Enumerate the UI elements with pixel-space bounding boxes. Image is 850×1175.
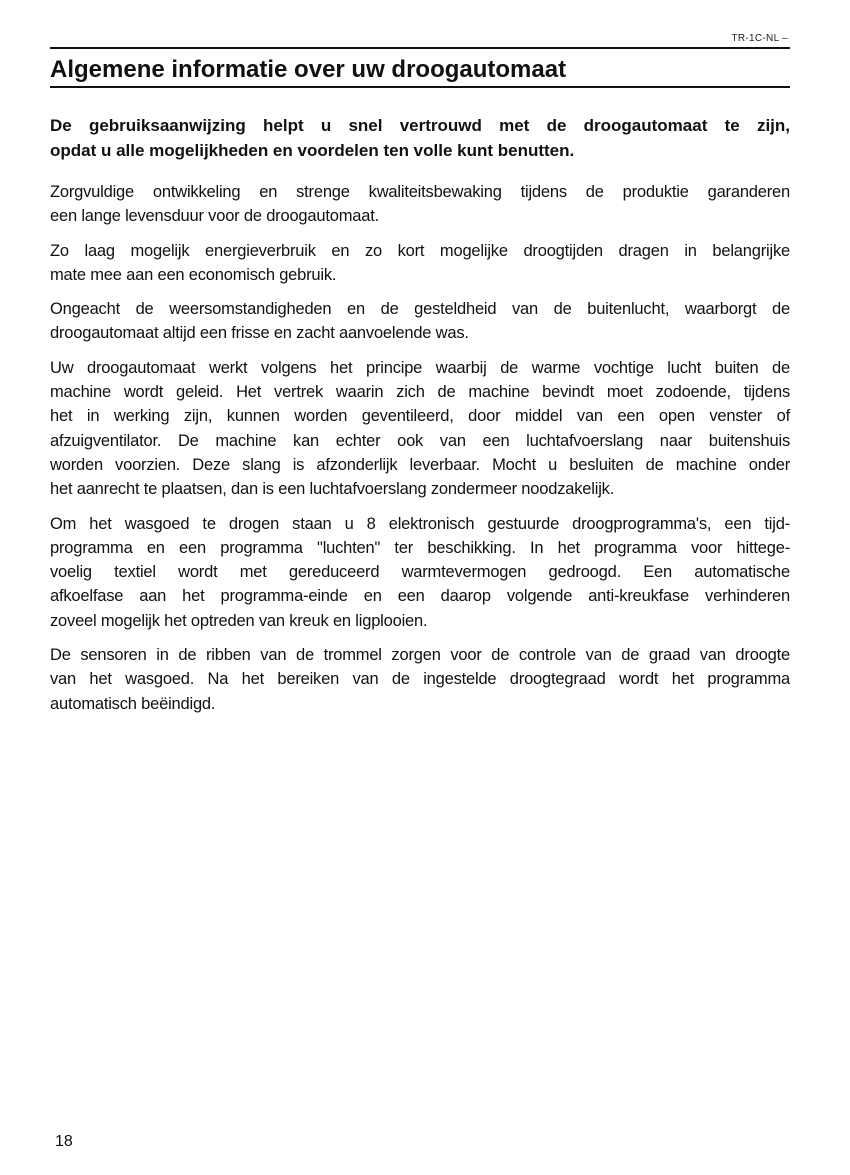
title-rule — [50, 86, 790, 88]
paragraph-line: Zorgvuldige ontwikkeling en strenge kwaliteitsbewaking tijdens de produktie garanderen — [50, 183, 790, 201]
paragraph-line: worden voorzien. Deze slang is afzonderlijk leverbaar. Mocht u besluiten de machine onder — [50, 455, 790, 474]
paragraph — [50, 512, 790, 633]
paragraph-line: afzuigventilator. De machine kan echter ook van een luchtafvoerslang naar buitenshuis — [50, 431, 790, 450]
paragraph — [50, 180, 790, 229]
intro-line: De gebruiksaanwijzing helpt u snel vertrouwd met de droogautomaat te zijn, — [50, 116, 790, 135]
top-rule — [50, 47, 790, 49]
intro-text — [50, 113, 790, 163]
paragraph-line: voelig textiel wordt met gereduceerd warmtevermogen gedroogd. Een automatische — [50, 563, 790, 582]
paragraph-line: automatisch beëindigd. — [50, 694, 216, 713]
paragraph-line: het aanrecht te plaatsen, dan is een luchtafvoerslang zondermeer noodzakelijk. — [50, 480, 615, 499]
paragraph — [50, 643, 790, 716]
intro-line: opdat u alle mogelijkheden en voordelen ten volle kunt benutten. — [50, 141, 575, 160]
paragraph-line: De sensoren in de ribben van de trommel zorgen voor de controle van de graad van droogte — [50, 646, 790, 665]
paragraph-line: droogautomaat altijd een frisse en zacht aanvoelende was. — [50, 324, 469, 343]
paragraph-line: Ongeacht de weersomstandigheden en de gesteldheid van de buitenlucht, waarborgt de — [50, 300, 790, 319]
paragraph-line: afkoelfase aan het programma-einde en een daarop volgende anti-kreukfase verhinderen — [50, 587, 790, 606]
paragraph-line: programma en een programma "luchten" ter beschikking. In het programma voor hittege- — [50, 538, 790, 557]
paragraph-line: Zo laag mogelijk energieverbruik en zo kort mogelijke droogtijden dragen in belangrijke — [50, 241, 790, 260]
paragraph-line: mate mee aan een economisch gebruik. — [50, 265, 337, 284]
document-code: TR-1C-NL – — [731, 33, 788, 44]
paragraph-line: machine wordt geleid. Het vertrek waarin zich de machine bevindt moet zodoende, tijdens — [50, 383, 790, 402]
paragraph-line: een lange levensduur voor de droogautomaat. — [50, 207, 379, 226]
page-number: 18 — [55, 1133, 73, 1150]
paragraph-line: zoveel mogelijk het optreden van kreuk en ligplooien. — [50, 611, 428, 630]
body-text — [50, 180, 790, 726]
paragraph — [50, 239, 790, 288]
paragraph — [50, 356, 790, 502]
page-title: Algemene informatie over uw droogautomaat — [50, 56, 567, 83]
paragraph — [50, 297, 790, 346]
paragraph-line: Uw droogautomaat werkt volgens het principe waarbij de warme vochtige lucht buiten de — [50, 358, 790, 377]
paragraph-line: het in werking zijn, kunnen worden geventileerd, door middel van een open venster of — [50, 407, 790, 426]
paragraph-line: van het wasgoed. Na het bereiken van de ingestelde droogtegraad wordt het programma — [50, 670, 790, 689]
paragraph-line: Om het wasgoed te drogen staan u 8 elektronisch gestuurde droogprogramma's, een tijd- — [50, 514, 790, 533]
